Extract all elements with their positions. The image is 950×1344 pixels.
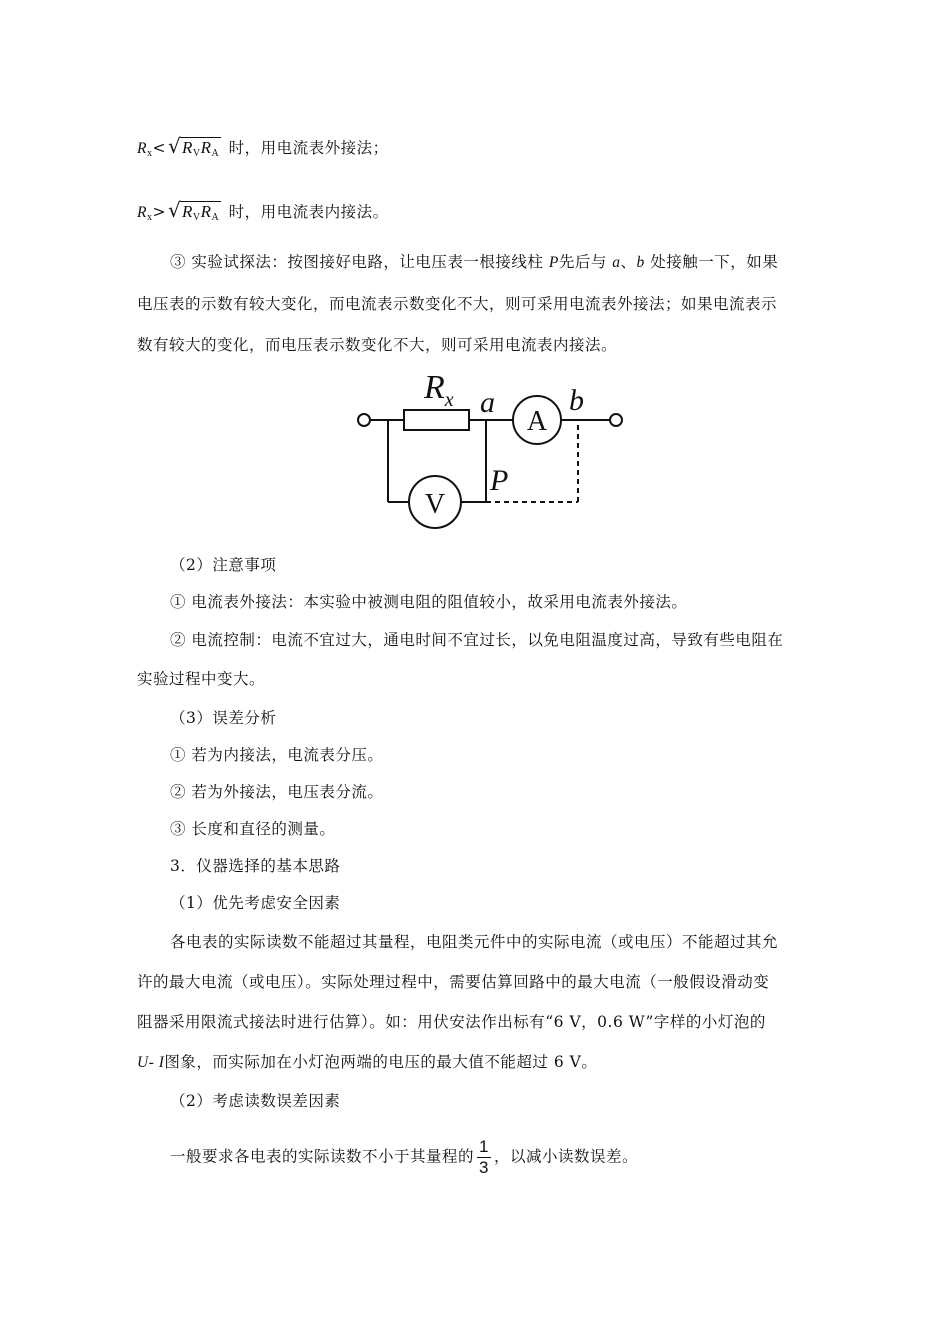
rx-label: $R_x$ <box>424 369 454 411</box>
voltmeter-label: V <box>424 489 446 520</box>
ammeter-label: A <box>526 406 548 437</box>
sqrt-rv-ra: √ $R_VR_A$ <box>167 134 220 159</box>
sqrt-rv-ra: √ $R_VR_A$ <box>167 198 220 223</box>
node-b-label: b <box>569 384 584 417</box>
terminal-left <box>358 414 370 426</box>
part3-heading: 3．仪器选择的基本思路 <box>170 857 341 875</box>
fraction-one-third: $\frac{1}{3}$ <box>479 1137 489 1177</box>
less-than: < <box>152 139 166 157</box>
part3-para1-line3: 阻器采用限流式接法时进行估算）。如：用伏安法作出标有“6 V，0.6 W”字样的小灯泡的 <box>137 1013 766 1031</box>
rule-internal <box>137 200 389 223</box>
circuit-diagram <box>340 360 640 535</box>
rule-external-text: 时，用电流表外接法； <box>228 139 389 157</box>
section2-item1: ① 电流表外接法：本实验中被测电阻的阻值较小，故采用电流表外接法。 <box>170 593 688 611</box>
section3-item1: ① 若为内接法，电流表分压。 <box>170 746 384 764</box>
part3-para1-line2: 许的最大电流（或电压）。实际处理过程中，需要估算回路中的最大电流（一般假设滑动变 <box>137 973 770 991</box>
section3-item3: ③ 长度和直径的测量。 <box>170 820 336 838</box>
part3-sub2: （2）考虑读数误差因素 <box>170 1092 341 1110</box>
section2-item2-line1: ② 电流控制：电流不宜过大，通电时间不宜过长，以免电阻温度过高，导致有些电阻在 <box>170 631 784 649</box>
section2-heading: （2）注意事项 <box>170 556 277 574</box>
section3-item2: ② 若为外接法，电压表分流。 <box>170 783 384 801</box>
part3-para1-line1: 各电表的实际读数不能超过其量程，电阻类元件中的实际电流（或电压）不能超过其允 <box>170 933 779 951</box>
method3-line2: 电压表的示数有较大变化，而电流表示数变化不大，则可采用电流表外接法；如果电流表示 <box>137 295 778 313</box>
rx-symbol: $R_x$ <box>137 140 153 159</box>
part3-para1-line4: U- I图象，而实际加在小灯泡两端的电压的最大值不能超过 6 V。 <box>137 1053 598 1071</box>
rule-external <box>137 136 389 159</box>
rx-symbol: $R_x$ <box>137 204 153 223</box>
section2-item2-line2: 实验过程中变大。 <box>137 670 266 688</box>
greater-than: > <box>152 203 166 221</box>
part3-para2: 一般要求各电表的实际读数不小于其量程的 $\frac{1}{3}$ ，以减小读数误差。 <box>170 1137 638 1177</box>
u-i-symbol: U- I <box>137 1054 165 1071</box>
resistor-rx <box>404 410 469 430</box>
part3-sub1: （1）优先考虑安全因素 <box>170 894 341 912</box>
terminal-right <box>610 414 622 426</box>
node-p-label: P <box>490 464 509 497</box>
rule-internal-text: 时，用电流表内接法。 <box>228 203 389 221</box>
node-a-label: a <box>480 386 495 419</box>
method3-line1: ③ 实验试探法：按图接好电路，让电压表一根接线柱 P先后与 a、b 处接触一下，如果 <box>170 253 779 271</box>
section3-heading: （3）误差分析 <box>170 709 277 727</box>
method3-line3: 数有较大的变化，而电压表示数变化不大，则可采用电流表内接法。 <box>137 336 618 354</box>
